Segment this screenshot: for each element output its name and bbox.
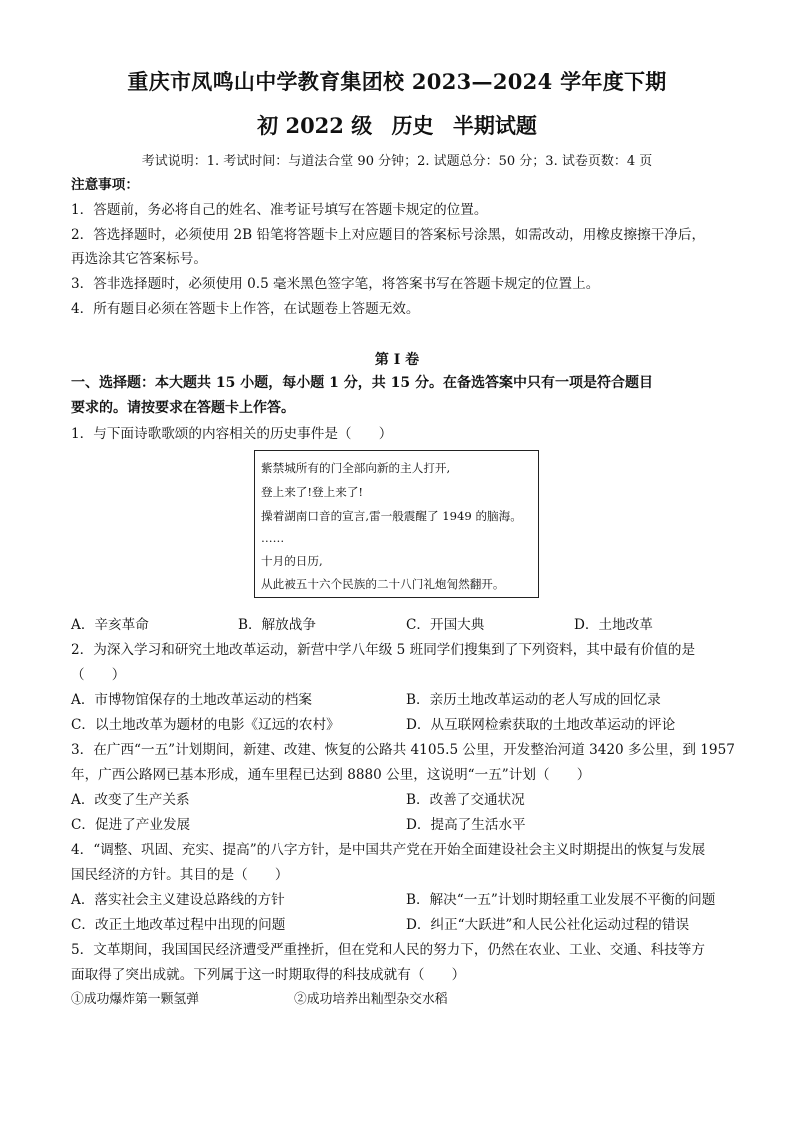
option-c: C．以土地改革为题材的电影《辽远的农村》 <box>71 717 340 733</box>
subtitle-exam: 半期试题 <box>452 113 537 138</box>
note-item: 2．答选择题时，必须使用 2B 铅笔将答题卡上对应题目的答案标号涂黑，如需改动，用橡皮擦擦干净后， <box>71 227 706 243</box>
option-a: A．落实社会主义建设总路线的方针 <box>71 892 285 908</box>
poem-line: 操着湖南口音的宣言,雷一般震醒了 1949 的脑海。 <box>261 509 522 523</box>
option-c: C．促进了产业发展 <box>71 817 191 833</box>
notes-heading: 注意事项： <box>71 177 139 193</box>
option-a: A．改变了生产关系 <box>71 792 190 808</box>
option-a: A．辛亥革命 <box>71 617 149 633</box>
question-4-stem: 4．“调整、巩固、充实、提高”的八字方针，是中国共产党在开始全面建设社会主义时期提出的恢复与发展 <box>71 842 706 858</box>
poem-line: 紫禁城所有的门全部向新的主人打开, <box>261 461 451 475</box>
subtitle-grade: 初 2022 级 <box>257 113 373 138</box>
volume-heading: 第 I 卷 <box>374 352 420 368</box>
statement-item: ②成功培养出籼型杂交水稻 <box>294 992 448 1007</box>
question-5-stem: 5．文革期间，我国国民经济遭受严重挫折，但在党和人民的努力下，仍然在农业、工业、交通、科技等方 <box>71 942 705 958</box>
option-b: B．解放战争 <box>238 617 316 633</box>
exam-info: 考试说明：1. 考试时间：与道法合堂 90 分钟；2. 试题总分：50 分；3. 试卷页数：4 页 <box>141 154 653 169</box>
exam-title: 重庆市凤鸣山中学教育集团校 2023—2024 学年度下期 <box>127 69 667 94</box>
question-1-stem: 1．与下面诗歌歌颂的内容相关的历史事件是（ ） <box>71 426 393 442</box>
question-5-stem: 面取得了突出成就。下列属于这一时期取得的科技成就有（ ） <box>71 967 466 983</box>
question-2-stem: 2．为深入学习和研究土地改革运动，新营中学八年级 5 班同学们搜集到了下列资料，其中最有价值的是 <box>71 642 696 658</box>
question-2-stem: （ ） <box>71 667 126 683</box>
option-d: D．提高了生活水平 <box>406 817 526 833</box>
option-b: B．亲历土地改革运动的老人写成的回忆录 <box>406 692 661 708</box>
note-item: 1．答题前，务必将自己的姓名、准考证号填写在答题卡规定的位置。 <box>71 202 488 218</box>
question-4-stem: 国民经济的方针。其目的是（ ） <box>71 867 289 883</box>
question-3-stem: 年，广西公路网已基本形成，通车里程已达到 8880 公里，这说明“一五”计划（ ） <box>71 767 591 783</box>
option-b: B．改善了交通状况 <box>406 792 525 808</box>
option-c: C．改正土地改革过程中出现的问题 <box>71 917 286 933</box>
option-d: D．土地改革 <box>574 617 653 633</box>
note-item: 4．所有题目必须在答题卡上作答，在试题卷上答题无效。 <box>71 301 420 317</box>
option-d: D．从互联网检索获取的土地改革运动的评论 <box>406 717 676 733</box>
option-a: A．市博物馆保存的土地改革运动的档案 <box>71 692 312 708</box>
option-c: C．开国大典 <box>406 617 485 633</box>
poem-line: …… <box>261 531 285 545</box>
exam-subtitle <box>0 110 794 140</box>
section-instruction: 要求的。请按要求在答题卡上作答。 <box>71 400 295 416</box>
question-3-stem: 3．在广西“一五”计划期间，新建、改建、恢复的公路共 4105.5 公里，开发整治河道 3420 多公里，到 1957 <box>71 742 735 758</box>
subtitle-subject: 历史 <box>391 113 434 138</box>
poem-box <box>254 450 539 598</box>
poem-line: 十月的日历, <box>261 554 323 568</box>
note-item: 再选涂其它答案标号。 <box>71 251 207 267</box>
section-instruction: 一、选择题：本大题共 15 小题，每小题 1 分，共 15 分。在备选答案中只有一项是符合题目 <box>71 375 653 391</box>
statement-item: ①成功爆炸第一颗氢弹 <box>71 992 199 1007</box>
option-b: B．解决“一五”计划时期轻重工业发展不平衡的问题 <box>406 892 716 908</box>
note-item: 3．答非选择题时，必须使用 0.5 毫米黑色签字笔，将答案书写在答题卡规定的位置上。 <box>71 276 600 292</box>
option-d: D．纠正“大跃进”和人民公社化运动过程的错误 <box>406 917 690 933</box>
poem-line: 从此被五十六个民族的二十八门礼炮訇然翻开。 <box>261 577 505 591</box>
poem-line: 登上来了!登上来了! <box>261 485 364 499</box>
